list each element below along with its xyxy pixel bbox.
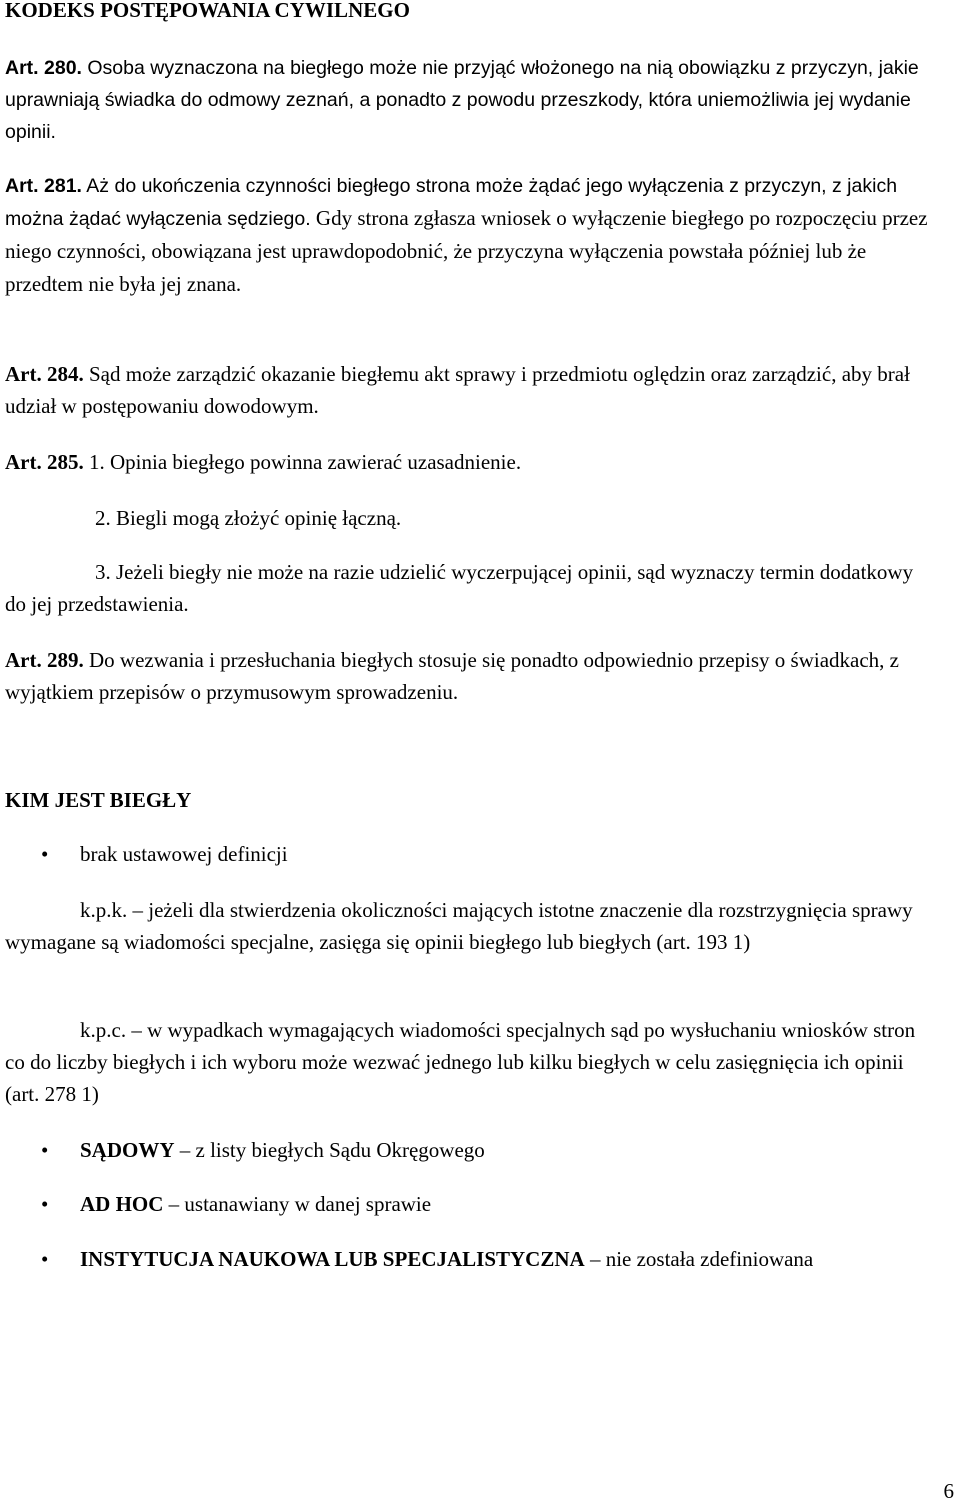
expert-type-name: INSTYTUCJA NAUKOWA LUB SPECJALISTYCZNA: [80, 1247, 585, 1271]
article-text: Do wezwania i przesłuchania biegłych stosuje się ponadto odpowiednio przepisy o świadkach, z wyjątkiem przepisów o przymusowym sprowadzeniu.: [5, 648, 900, 704]
kpc-definition: k.p.c. – w wypadkach wymagających wiadomości specjalnych sąd po wysłuchaniu wniosków stron co do liczby biegłych i ich wyboru może wezwać jednego lub kilku biegłych w celu zasięgnięcia ich opinii (art. 278 1): [5, 1018, 916, 1106]
bullet-icon: •: [41, 1138, 49, 1162]
article-number: Art. 285.: [5, 450, 84, 474]
bullet-icon: •: [41, 1247, 49, 1271]
expert-type-desc: – nie została zdefiniowana: [584, 1247, 814, 1271]
article-289: [5, 644, 930, 708]
article-number: Art. 284.: [5, 362, 84, 386]
article-285-item-2: 2. Biegli mogą złożyć opinię łączną.: [95, 506, 402, 530]
list-item-text: brak ustawowej definicji: [80, 842, 288, 866]
bullet-icon: •: [41, 842, 49, 866]
article-285: [5, 446, 930, 478]
section-title: KIM JEST BIEGŁY: [5, 788, 192, 812]
document-header: KODEKS POSTĘPOWANIA CYWILNEGO: [5, 0, 410, 22]
article-text-continued: Gdy strona zgłasza wniosek o wyłączenie biegłego po rozpoczęciu przez niego czynności, obowiązana jest uprawdopodobnić, że przyczyna wyłączenia powstała później lub że przedtem nie była jej znana.: [5, 206, 928, 296]
article-284: [5, 358, 930, 422]
article-285-item-3: 3. Jeżeli biegły nie może na razie udzielić wyczerpującej opinii, sąd wyznaczy termin dodatkowy do jej przedstawienia.: [5, 560, 914, 616]
article-number: Art. 281.: [5, 175, 82, 197]
expert-type-desc: – z listy biegłych Sądu Okręgowego: [174, 1138, 485, 1162]
article-text: Osoba wyznaczona na biegłego może nie przyjąć włożonego na nią obowiązku z przyczyn, jakie uprawniają świadka do odmowy zeznań, a ponadto z powodu przeszkody, która uniemożliwia jej wydanie opinii.: [5, 57, 919, 143]
kpk-definition: k.p.k. – jeżeli dla stwierdzenia okoliczności mających istotne znaczenie dla rozstrzygnięcia sprawy wymagane są wiadomości specjalne, zasięga się opinii biegłego lub biegłych (art. 193 1): [5, 898, 913, 954]
expert-type-name: SĄDOWY: [80, 1138, 175, 1162]
list-item-text: [80, 1188, 930, 1220]
bullet-icon: •: [41, 1192, 49, 1216]
page-number: 6: [943, 1479, 954, 1503]
list-item-text: [80, 1243, 930, 1275]
article-number: Art. 280.: [5, 57, 82, 79]
article-text: Aż do ukończenia czynności biegłego strona może żądać jego wyłączenia z przyczyn, z jakich można żądać wyłączenia sędziego.: [5, 175, 898, 230]
list-item-text: [80, 1134, 930, 1166]
article-280: [5, 52, 930, 148]
expert-type-name: AD HOC: [80, 1192, 164, 1216]
article-text: Sąd może zarządzić okazanie biegłemu akt sprawy i przedmiotu oględzin oraz zarządzić, aby brał udział w postępowaniu dowodowym.: [5, 362, 910, 418]
article-281: [5, 170, 930, 301]
article-number: Art. 289.: [5, 648, 84, 672]
expert-type-desc: – ustanawiany w danej sprawie: [163, 1192, 432, 1216]
article-text: 1. Opinia biegłego powinna zawierać uzasadnienie.: [83, 450, 522, 474]
